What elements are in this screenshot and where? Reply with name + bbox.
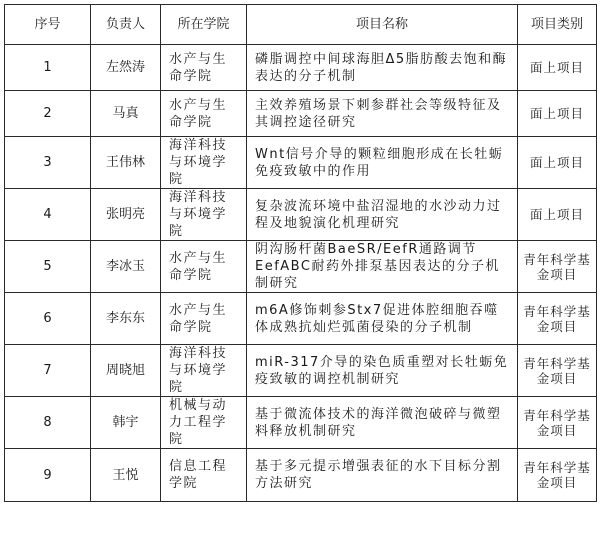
row-index: 5 <box>5 241 91 293</box>
table-row <box>5 397 597 449</box>
row-index: 6 <box>5 293 91 345</box>
row-index: 4 <box>5 189 91 241</box>
row-college: 水产与生命学院 <box>161 293 247 345</box>
row-project: 基于多元提示增强表征的水下目标分割方法研究 <box>247 449 518 502</box>
row-index: 3 <box>5 137 91 189</box>
row-leader: 周晓旭 <box>91 345 161 397</box>
row-college: 水产与生命学院 <box>161 91 247 137</box>
header-index: 序号 <box>5 5 91 45</box>
header-category: 项目类别 <box>518 5 597 45</box>
header-project: 项目名称 <box>247 5 518 45</box>
table-row <box>5 293 597 345</box>
row-leader: 韩宇 <box>91 397 161 449</box>
row-index: 8 <box>5 397 91 449</box>
table-row <box>5 189 597 241</box>
row-index: 1 <box>5 45 91 91</box>
row-college: 机械与动力工程学院 <box>161 397 247 449</box>
row-index: 2 <box>5 91 91 137</box>
table-row <box>5 91 597 137</box>
row-college: 海洋科技与环境学院 <box>161 137 247 189</box>
row-leader: 李冰玉 <box>91 241 161 293</box>
header-leader: 负责人 <box>91 5 161 45</box>
row-category: 青年科学基金项目 <box>518 241 597 293</box>
row-category: 面上项目 <box>518 137 597 189</box>
row-college: 信息工程学院 <box>161 449 247 502</box>
project-table <box>4 4 597 502</box>
row-project: 主效养殖场景下刺参群社会等级特征及其调控途径研究 <box>247 91 518 137</box>
row-project: 磷脂调控中间球海胆Δ5脂肪酸去饱和酶表达的分子机制 <box>247 45 518 91</box>
row-leader: 左然涛 <box>91 45 161 91</box>
table-header-row <box>5 5 597 45</box>
row-leader: 李东东 <box>91 293 161 345</box>
row-category: 青年科学基金项目 <box>518 293 597 345</box>
row-category: 面上项目 <box>518 189 597 241</box>
table-row <box>5 137 597 189</box>
row-leader: 张明亮 <box>91 189 161 241</box>
row-project: Wnt信号介导的颗粒细胞形成在长牡蛎免疫致敏中的作用 <box>247 137 518 189</box>
row-project: 阴沟肠杆菌BaeSR/EefR通路调节EefABC耐药外排泵基因表达的分子机制研究 <box>247 241 518 293</box>
row-project: m6A修饰刺参Stx7促进体腔细胞吞噬体成熟抗灿烂弧菌侵染的分子机制 <box>247 293 518 345</box>
row-category: 面上项目 <box>518 91 597 137</box>
header-college: 所在学院 <box>161 5 247 45</box>
table-row <box>5 241 597 293</box>
row-college: 海洋科技与环境学院 <box>161 189 247 241</box>
row-project: 基于微流体技术的海洋微泡破碎与微塑料释放机制研究 <box>247 397 518 449</box>
row-index: 7 <box>5 345 91 397</box>
row-leader: 王伟林 <box>91 137 161 189</box>
table-row <box>5 449 597 502</box>
row-category: 青年科学基金项目 <box>518 345 597 397</box>
row-category: 青年科学基金项目 <box>518 449 597 502</box>
row-college: 水产与生命学院 <box>161 241 247 293</box>
row-college: 海洋科技与环境学院 <box>161 345 247 397</box>
table-row <box>5 45 597 91</box>
row-index: 9 <box>5 449 91 502</box>
table-row <box>5 345 597 397</box>
row-leader: 王悦 <box>91 449 161 502</box>
row-college: 水产与生命学院 <box>161 45 247 91</box>
row-leader: 马真 <box>91 91 161 137</box>
row-category: 青年科学基金项目 <box>518 397 597 449</box>
row-project: 复杂波流环境中盐沼湿地的水沙动力过程及地貌演化机理研究 <box>247 189 518 241</box>
row-category: 面上项目 <box>518 45 597 91</box>
row-project: miR-317介导的染色质重塑对长牡蛎免疫致敏的调控机制研究 <box>247 345 518 397</box>
